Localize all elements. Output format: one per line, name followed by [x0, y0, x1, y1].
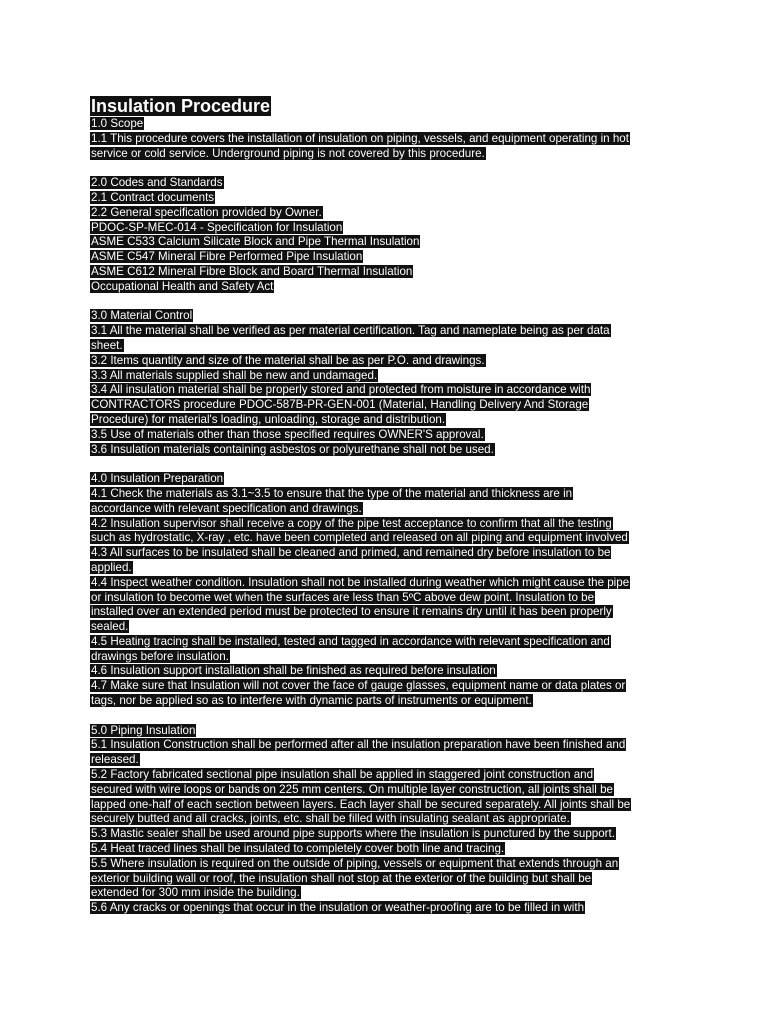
- text-line-content: 1.1 This procedure covers the installation of insulation on piping, vessels, and equipment operating in hot: [91, 131, 629, 145]
- text-line: [90, 812, 690, 827]
- text-line-content: ASME C612 Mineral Fibre Block and Board Thermal Insulation: [91, 264, 413, 278]
- text-line: [90, 176, 690, 191]
- text-line-content: ASME C547 Mineral Fibre Performed Pipe Insulation: [91, 250, 363, 264]
- text-line: [90, 398, 690, 413]
- text-line-content: 3.4 All insulation material shall be properly stored and protected from moisture in accordance with: [91, 383, 591, 397]
- text-line: [90, 531, 690, 546]
- text-line-content: 3.3 All materials supplied shall be new and undamaged.: [91, 368, 378, 382]
- text-line-content: PDOC-SP-MEC-014 - Specification for Insulation: [91, 220, 343, 234]
- text-line: [90, 576, 690, 591]
- text-line-content: 3.5 Use of materials other than those specified requires OWNER'S approval.: [91, 427, 484, 441]
- text-line: [90, 428, 690, 443]
- text-line-content: or insulation to become wet when the surfaces are less than 5ºC above dew point. Insulation to be: [91, 590, 595, 604]
- text-line: [90, 324, 690, 339]
- text-line: [90, 369, 690, 384]
- text-line: [90, 886, 690, 901]
- text-line: [90, 546, 690, 561]
- text-line-content: Procedure) for material's loading, unloading, storage and distribution.: [91, 412, 446, 426]
- text-line-content: ASME C533 Calcium Silicate Block and Pipe Thermal Insulation: [91, 235, 420, 249]
- text-line-content: 5.0 Piping Insulation: [91, 723, 196, 737]
- text-line-content: 4.6 Insulation support installation shall be finished as required before insulation: [91, 664, 496, 678]
- text-line-content: 2.2 General specification provided by Owner.: [91, 205, 322, 219]
- text-line: [90, 620, 690, 635]
- text-line-content: tags, nor be applied so as to interfere with dynamic parts of instruments or equipment.: [91, 694, 532, 708]
- text-line: [90, 591, 690, 606]
- text-line: [90, 872, 690, 887]
- text-line-content: 5.5 Where insulation is required on the outside of piping, vessels or equipment that extends through an: [91, 856, 619, 870]
- document-body: [90, 117, 690, 916]
- text-line: [90, 753, 690, 768]
- text-line: [90, 827, 690, 842]
- text-line-content: released.: [91, 753, 139, 767]
- text-line: [90, 738, 690, 753]
- blank-line: [90, 161, 690, 176]
- text-line: [90, 857, 690, 872]
- text-line: [90, 354, 690, 369]
- text-line-content: 4.4 Inspect weather condition. Insulation shall not be installed during weather which might cause the pipe: [91, 575, 630, 589]
- text-line-content: 3.0 Material Control: [91, 309, 193, 323]
- text-line-content: 5.6 Any cracks or openings that occur in the insulation or weather-proofing are to be filled in with: [91, 901, 585, 915]
- text-line-content: such as hydrostatic, X-ray , etc. have been completed and released on all piping and equipment involved: [91, 531, 628, 545]
- text-line: [90, 221, 690, 236]
- text-line: [90, 635, 690, 650]
- text-line-content: 4.0 Insulation Preparation: [91, 472, 224, 486]
- text-line: [90, 783, 690, 798]
- text-line-content: 2.1 Contract documents: [91, 190, 215, 204]
- text-line-content: sealed.: [91, 620, 129, 634]
- text-line: [90, 413, 690, 428]
- title-text: Insulation Procedure: [91, 96, 271, 116]
- text-line: [90, 132, 690, 147]
- text-line-content: 4.5 Heating tracing shall be installed, tested and tagged in accordance with relevant specification and: [91, 634, 610, 648]
- text-line-content: 5.2 Factory fabricated sectional pipe insulation shall be applied in staggered joint construction and: [91, 768, 594, 782]
- text-line: [90, 472, 690, 487]
- text-line-content: securely butted and all cracks, joints, etc. shall be filled with insulating sealant as appropriate.: [91, 812, 570, 826]
- text-line-content: 3.1 All the material shall be verified as per material certification. Tag and nameplate being as per data: [91, 324, 610, 338]
- text-line-content: 1.0 Scope: [91, 117, 144, 130]
- document-page: [90, 95, 690, 916]
- text-line: [90, 280, 690, 295]
- blank-line: [90, 295, 690, 310]
- text-line-content: 4.1 Check the materials as 3.1~3.5 to ensure that the type of the material and thickness are in: [91, 486, 573, 500]
- text-line: [90, 235, 690, 250]
- text-line-content: sheet.: [91, 338, 123, 352]
- text-line: [90, 650, 690, 665]
- text-line: [90, 561, 690, 576]
- text-line: [90, 517, 690, 532]
- text-line: [90, 206, 690, 221]
- text-line-content: 4.7 Make sure that Insulation will not cover the face of gauge glasses, equipment name or data plates or: [91, 679, 626, 693]
- text-line: [90, 265, 690, 280]
- text-line: [90, 443, 690, 458]
- text-line: [90, 605, 690, 620]
- text-line: [90, 191, 690, 206]
- text-line-content: drawings before insulation.: [91, 649, 229, 663]
- text-line: [90, 679, 690, 694]
- text-line: [90, 842, 690, 857]
- text-line: [90, 694, 690, 709]
- text-line-content: 2.0 Codes and Standards: [91, 176, 223, 190]
- document-title: [90, 95, 690, 117]
- text-line-content: applied.: [91, 560, 132, 574]
- text-line: [90, 309, 690, 324]
- text-line-content: 5.3 Mastic sealer shall be used around pipe supports where the insulation is punctured by the support.: [91, 827, 615, 841]
- text-line-content: 5.1 Insulation Construction shall be performed after all the insulation preparation have been finished and: [91, 738, 626, 752]
- text-line: [90, 383, 690, 398]
- text-line-content: Occupational Health and Safety Act: [91, 279, 274, 293]
- text-line: [90, 901, 690, 916]
- text-line-content: 3.6 Insulation materials containing asbestos or polyurethane shall not be used.: [91, 442, 494, 456]
- text-line-content: lapped one-half of each section between layers. Each layer shall be secured separately. All joints shall be: [91, 797, 631, 811]
- text-line-content: CONTRACTORS procedure PDOC-587B-PR-GEN-001 (Material, Handling Delivery And Storage: [91, 398, 589, 412]
- text-line: [90, 768, 690, 783]
- text-line: [90, 798, 690, 813]
- text-line-content: 4.3 All surfaces to be insulated shall be cleaned and primed, and remained dry before insulation to be: [91, 546, 611, 560]
- text-line-content: secured with wire loops or bands on 225 mm centers. On multiple layer construction, all joints shall be: [91, 782, 613, 796]
- text-line-content: service or cold service. Underground piping is not covered by this procedure.: [91, 146, 485, 160]
- text-line-content: extended for 300 mm inside the building.: [91, 886, 300, 900]
- text-line-content: exterior building wall or roof, the insulation shall not stop at the exterior of the building but shall be: [91, 871, 592, 885]
- text-line: [90, 250, 690, 265]
- text-line-content: accordance with relevant specification and drawings.: [91, 501, 362, 515]
- text-line: [90, 724, 690, 739]
- text-line: [90, 117, 690, 132]
- text-line: [90, 339, 690, 354]
- blank-line: [90, 709, 690, 724]
- text-line: [90, 664, 690, 679]
- text-line: [90, 487, 690, 502]
- text-line: [90, 147, 690, 162]
- text-line-content: 4.2 Insulation supervisor shall receive a copy of the pipe test acceptance to confirm that all the testing: [91, 516, 612, 530]
- text-line-content: 5.4 Heat traced lines shall be insulated to completely cover both line and tracing.: [91, 842, 505, 856]
- text-line-content: 3.2 Items quantity and size of the material shall be as per P.O. and drawings.: [91, 353, 485, 367]
- blank-line: [90, 457, 690, 472]
- text-line-content: installed over an extended period must be protected to ensure it remains dry until it has been properly: [91, 605, 612, 619]
- text-line: [90, 502, 690, 517]
